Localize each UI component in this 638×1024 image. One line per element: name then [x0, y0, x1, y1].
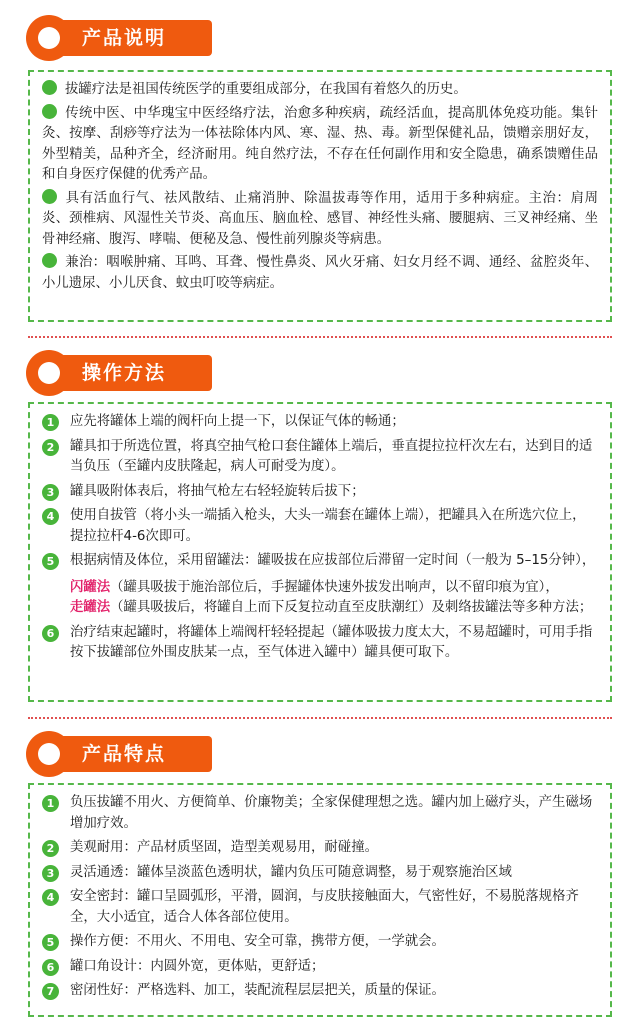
- list-item: 3 罐具吸附体表后，将抽气枪左右轻轻旋转后拔下；: [42, 482, 598, 503]
- number-badge: 6: [42, 959, 59, 976]
- number-badge: 3: [42, 484, 59, 501]
- description-paragraph: 拔罐疗法是祖国传统医学的重要组成部分，在我国有着悠久的历史。: [42, 80, 598, 101]
- bullet-dot-icon: [42, 80, 57, 95]
- list-item: 2 罐具扣于所选位置，将真空抽气枪口套住罐体上端后，垂直提拉拉杆次左右，达到目的适当负压（至罐内皮肤隆起，病人可耐受为度）。: [42, 437, 598, 478]
- list-item: 7 密闭性好：严格选料、加工，装配流程层层把关，质量的保证。: [42, 981, 598, 1002]
- list-item: 2 美观耐用：产品材质坚固，造型美观易用，耐碰撞。: [42, 838, 598, 859]
- number-badge: 2: [42, 439, 59, 456]
- bullet-dot-icon: [42, 189, 57, 204]
- panel-operation: [28, 402, 612, 702]
- number-badge: 3: [42, 865, 59, 882]
- description-paragraph: 兼治：咽喉肿痛、耳鸣、耳聋、慢性鼻炎、风火牙痛、妇女月经不调、通经、盆腔炎年、小儿遗尿、小儿厌食、蚊虫叮咬等病症。: [42, 255, 598, 291]
- number-badge: 1: [42, 414, 59, 431]
- panel-product-description: [28, 70, 612, 322]
- list-item: 4 安全密封：罐口呈圆弧形，平滑，圆润，与皮肤接触面大，气密性好，不易脱落规格齐全，大小适宜，适合人体各部位使用。: [42, 887, 598, 928]
- description-paragraph: 传统中医、中华瑰宝中医经络疗法，治愈多种疾病，疏经活血，提高肌体免疫功能。集针灸、按摩、刮痧等疗法为一体祛除体内风、寒、湿、热、毒。新型保健礼品，馈赠亲朋好友，外型精美，品种齐全，经济耐用。纯自然疗法，不存在任何副作用和安全隐患，确系馈赠佳品和自身医疗保健的优秀产品。: [42, 105, 598, 182]
- number-badge: 5: [42, 934, 59, 951]
- bullet-dot-icon: [42, 253, 57, 268]
- walking-cupping-term: 走罐法: [70, 600, 111, 615]
- section-header-product-description: [26, 15, 216, 61]
- list-item: 5 操作方便：不用火、不用电、安全可靠，携带方便，一学就会。: [42, 932, 598, 953]
- list-item: 1 应先将罐体上端的阀杆向上提一下，以保证气体的畅通；: [42, 412, 598, 433]
- method-detail: 闪罐法（罐具吸拔于施治部位后，手握罐体快速外拔发出响声，以不留印痕为宜）， 走罐法（罐具吸拔后，将罐自上而下反复拉动直至皮肤潮红）及刺络拔罐法等多种方法；: [70, 579, 593, 615]
- number-badge: 4: [42, 889, 59, 906]
- section-title: 产品说明: [62, 20, 212, 56]
- list-item: 6 罐口角设计：内圆外宽，更体贴，更舒适；: [42, 957, 598, 978]
- number-badge: 5: [42, 553, 59, 570]
- section-divider: [28, 717, 612, 719]
- number-badge: 2: [42, 840, 59, 857]
- flash-cupping-term: 闪罐法: [70, 579, 111, 595]
- list-item: 5 根据病情及体位，采用留罐法：罐吸拔在应拔部位后滞留一定时间（一般为 5–15分钟）， 闪罐法（罐具吸拔于施治部位后，手握罐体快速外拔发出响声，以不留印痕为宜）， 走罐法（罐具吸拔后，将罐自上而下反复拉动直至皮肤潮红）及刺络拔罐法等多种方法；: [42, 551, 598, 619]
- section-divider: [28, 336, 612, 338]
- description-paragraph: 具有活血行气、祛风散结、止痛消肿、除温拔毒等作用，适用于多种病症。主治：肩周炎、颈椎病、风湿性关节炎、高血压、脑血栓、感冒、神经性头痛、腰腿病、三叉神经痛、坐骨神经痛、腹泻、哮喘、便秘及急、慢性前列腺炎等病患。: [42, 190, 598, 247]
- number-badge: 7: [42, 983, 59, 1000]
- section-header-operation: [26, 350, 216, 396]
- list-item: 4 使用自拔管（将小头一端插入枪头，大头一端套在罐体上端），把罐具入在所选穴位上，提拉拉杆4-6次即可。: [42, 506, 598, 547]
- number-badge: 6: [42, 625, 59, 642]
- number-badge: 4: [42, 508, 59, 525]
- list-item: 6 治疗结束起罐时，将罐体上端阀杆轻轻提起（罐体吸拔力度太大，不易超罐时，可用手指按下拔罐部位外围皮肤某一点，至气体进入罐中）罐具便可取下。: [42, 623, 598, 664]
- number-badge: 1: [42, 795, 59, 812]
- list-item: 3 灵活通透：罐体呈淡蓝色透明状，罐内负压可随意调整，易于观察施治区域: [42, 863, 598, 884]
- panel-features: [28, 783, 612, 1017]
- section-title: 操作方法: [62, 355, 212, 391]
- list-item: 1 负压拔罐不用火、方便简单、价廉物美；全家保健理想之选。罐内加上磁疗头，产生磁场增加疗效。: [42, 793, 598, 834]
- section-title: 产品特点: [62, 736, 212, 772]
- bullet-dot-icon: [42, 104, 57, 119]
- section-header-features: [26, 731, 216, 777]
